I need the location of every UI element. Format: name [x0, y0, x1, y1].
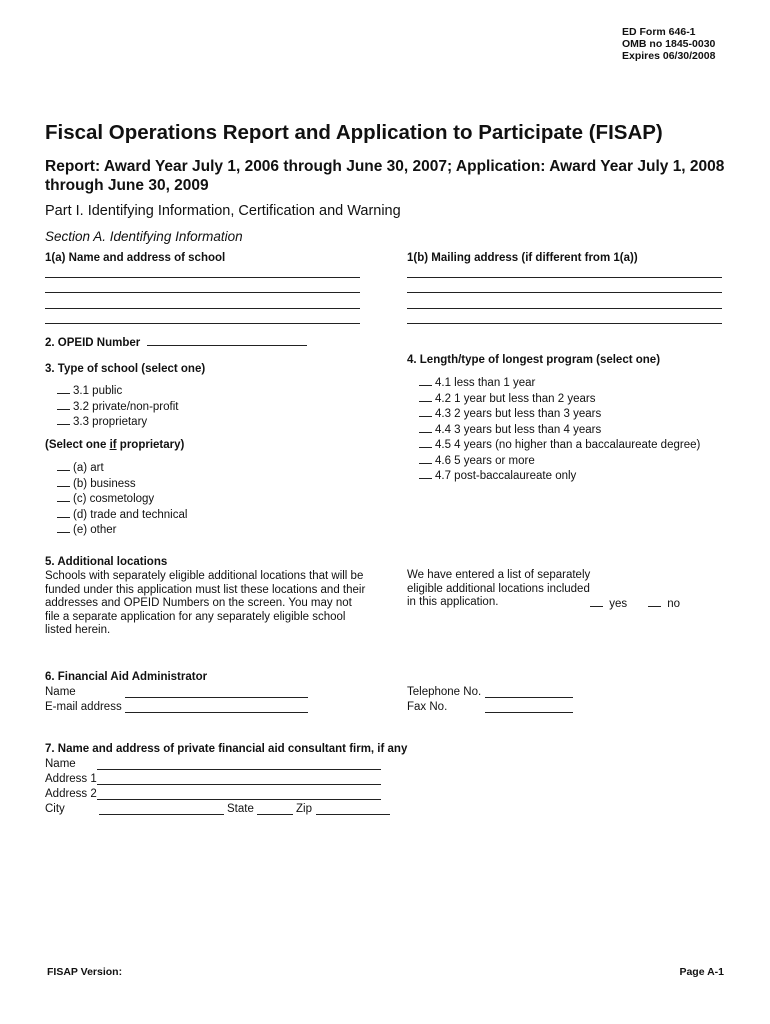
opeid-label: 2. OPEID Number — [45, 337, 141, 349]
program-length-option[interactable]: 4.3 2 years but less than 3 years — [419, 406, 700, 422]
omb-number: OMB no 1845-0030 — [622, 38, 716, 50]
form-header — [622, 26, 724, 62]
field-1b-line-3[interactable] — [407, 308, 722, 309]
page-title: Fiscal Operations Report and Application to Participate (FISAP) — [45, 121, 663, 144]
field-1a-label: 1(a) Name and address of school — [45, 252, 226, 264]
proprietary-options — [57, 460, 187, 538]
checkbox-blank[interactable] — [57, 383, 70, 394]
field-5-label: 5. Additional locations — [45, 556, 168, 568]
consultant-name-input[interactable] — [97, 769, 381, 770]
fax-input[interactable] — [485, 712, 573, 713]
program-length-option[interactable]: 4.5 4 years (no higher than a baccalaureate degree) — [419, 437, 700, 453]
consultant-address1-label: Address 1 — [45, 773, 97, 785]
field-1b-line-2[interactable] — [407, 292, 722, 293]
opeid-input[interactable] — [147, 334, 307, 346]
proprietary-option[interactable]: (a) art — [57, 460, 187, 476]
proprietary-option[interactable]: (e) other — [57, 522, 187, 538]
checkbox-blank[interactable] — [419, 391, 432, 402]
checkbox-blank[interactable] — [57, 476, 70, 487]
field-1a-line-1[interactable] — [45, 277, 360, 278]
consultant-state-label: State — [227, 803, 254, 815]
proprietary-option[interactable]: (d) trade and technical — [57, 507, 187, 523]
page-number: Page A-1 — [679, 966, 724, 978]
consultant-city-input[interactable] — [99, 814, 224, 815]
checkbox-blank[interactable] — [57, 414, 70, 425]
consultant-state-input[interactable] — [257, 814, 293, 815]
consultant-name-label: Name — [45, 758, 76, 770]
field-5-description: Schools with separately eligible additional locations that will be funded under this application must list these locations and their addresses and OPEID Numbers on the screen. You may not file a separate application for any separately eligible school listed herein. — [45, 570, 366, 636]
checkbox-blank[interactable] — [419, 375, 432, 386]
proprietary-option[interactable]: (b) business — [57, 476, 187, 492]
school-type-option[interactable]: 3.3 proprietary — [57, 414, 178, 430]
program-length-option[interactable]: 4.2 1 year but less than 2 years — [419, 391, 700, 407]
faa-email-label: E-mail address — [45, 701, 122, 713]
section-heading: Section A. Identifying Information — [45, 229, 243, 244]
school-type-option[interactable]: 3.1 public — [57, 383, 178, 399]
checkbox-blank[interactable] — [57, 460, 70, 471]
school-type-option[interactable]: 3.2 private/non-profit — [57, 399, 178, 415]
consultant-zip-input[interactable] — [316, 814, 390, 815]
program-length-options — [419, 375, 700, 484]
field-6-label: 6. Financial Aid Administrator — [45, 671, 208, 683]
checkbox-blank[interactable] — [419, 453, 432, 464]
consultant-city-label: City — [45, 803, 65, 815]
field-1b-line-1[interactable] — [407, 277, 722, 278]
additional-locations-yes[interactable]: yes — [590, 596, 627, 612]
school-type-options — [57, 383, 178, 430]
faa-email-input[interactable] — [125, 712, 308, 713]
program-length-option[interactable]: 4.1 less than 1 year — [419, 375, 700, 391]
telephone-label: Telephone No. — [407, 686, 482, 698]
program-length-option[interactable]: 4.6 5 years or more — [419, 453, 700, 469]
form-number: ED Form 646-1 — [622, 26, 696, 38]
checkbox-blank[interactable] — [648, 596, 661, 607]
field-1a-line-2[interactable] — [45, 292, 360, 293]
field-4-label: 4. Length/type of longest program (select one) — [407, 354, 661, 366]
faa-name-label: Name — [45, 686, 76, 698]
field-7-label: 7. Name and address of private financial aid consultant firm, if any — [45, 743, 408, 755]
expiration-date: Expires 06/30/2008 — [622, 50, 716, 62]
field-1a-line-3[interactable] — [45, 308, 360, 309]
checkbox-blank[interactable] — [57, 507, 70, 518]
part-heading: Part I. Identifying Information, Certification and Warning — [45, 203, 401, 219]
additional-locations-no[interactable]: no — [648, 596, 680, 612]
proprietary-label: (Select one if proprietary) — [45, 439, 185, 451]
field-2 — [45, 334, 307, 351]
checkbox-blank[interactable] — [57, 399, 70, 410]
page-subtitle: Report: Award Year July 1, 2006 through June 30, 2007; Application: Award Year July 1, 2008 through June 30, 2009 — [45, 158, 725, 194]
checkbox-blank[interactable] — [419, 422, 432, 433]
consultant-address2-input[interactable] — [97, 799, 381, 800]
fax-label: Fax No. — [407, 701, 448, 713]
checkbox-blank[interactable] — [57, 491, 70, 502]
program-length-option[interactable]: 4.7 post-baccalaureate only — [419, 468, 700, 484]
checkbox-blank[interactable] — [590, 596, 603, 607]
checkbox-blank[interactable] — [57, 522, 70, 533]
checkbox-blank[interactable] — [419, 437, 432, 448]
program-length-option[interactable]: 4.4 3 years but less than 4 years — [419, 422, 700, 438]
checkbox-blank[interactable] — [419, 468, 432, 479]
consultant-address2-label: Address 2 — [45, 788, 97, 800]
field-1b-label: 1(b) Mailing address (if different from 1(a)) — [407, 252, 638, 264]
proprietary-option[interactable]: (c) cosmetology — [57, 491, 187, 507]
telephone-input[interactable] — [485, 697, 573, 698]
consultant-zip-label: Zip — [296, 803, 312, 815]
field-1b-line-4[interactable] — [407, 323, 722, 324]
fisap-version-label: FISAP Version: — [47, 966, 123, 978]
checkbox-blank[interactable] — [419, 406, 432, 417]
field-5-statement: We have entered a list of separately eligible additional locations included in this application. — [407, 569, 591, 608]
consultant-address1-input[interactable] — [97, 784, 381, 785]
field-1a-line-4[interactable] — [45, 323, 360, 324]
field-3-label: 3. Type of school (select one) — [45, 363, 206, 375]
faa-name-input[interactable] — [125, 697, 308, 698]
